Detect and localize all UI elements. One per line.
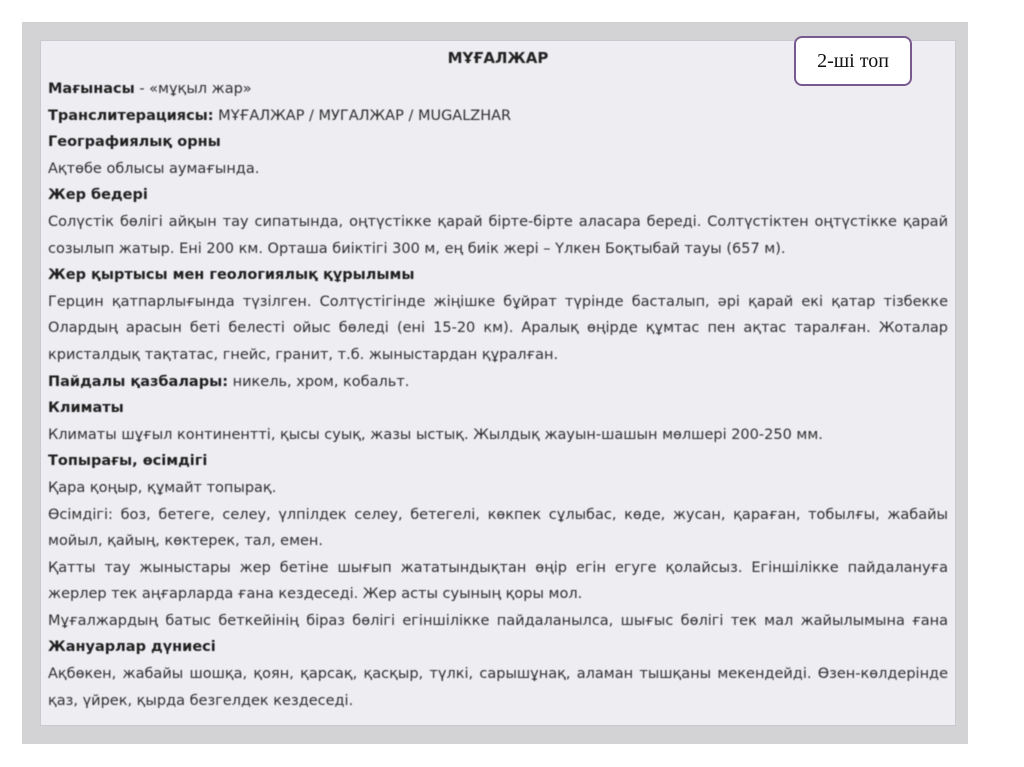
group-badge: 2-ші топ — [794, 36, 912, 86]
translit-row — [48, 103, 948, 130]
relief-heading: Жер бедері — [48, 187, 148, 204]
translit-value: МҰҒАЛЖАР / МУГАЛЖАР / MUGALZHAR — [213, 107, 512, 124]
geology-heading: Жер қыртысы мен геологиялық құрылымы — [48, 267, 415, 284]
geology-line: кристалдық тақтатас, гнейс, гранит, т.б. жыныстардан құралған. — [48, 346, 559, 363]
soil-line: Қатты тау жыныстары жер бетіне шығып жататындықтан өңір егін егуге қолайсыз. Егіншілікке пайдалануға — [48, 559, 948, 576]
geo-text: Ақтөбе облысы аумағында. — [48, 160, 260, 177]
document-title: МҰҒАЛЖАР — [447, 49, 549, 67]
document-body — [48, 40, 948, 714]
climate-text: Климаты шұғыл континентті, қысы суық, жазы ыстық. Жылдық жауын-шашын мөлшері 200-250 мм. — [48, 426, 823, 443]
geology-line: Герцин қатпарлығында түзілген. Солтүстігінде жіңішке бұйрат түрінде басталып, әрі қарай екі қатар тізбекке — [48, 293, 948, 310]
fauna-heading: Жануарлар дүниесі — [48, 639, 216, 656]
fauna-line: Ақбөкен, жабайы шошқа, қоян, қарсақ, қасқыр, түлкі, сарышұнақ, аламан тышқаны мекендейді. Өзен-көлдерінде — [48, 666, 948, 683]
fauna-line: қаз, үйрек, қырда безгелдек кездеседі. — [48, 692, 354, 709]
relief-line: Солүстік бөлігі айқын тау сипатында, оңтүстікке қарай бірте-бірте аласара береді. Солтүстіктен оңтүстікке қарай — [48, 213, 948, 230]
meaning-label: Мағынасы — [48, 81, 135, 97]
climate-heading: Климаты — [48, 400, 124, 417]
geology-line: Олардың арасын беті белесті ойыс бөледі (ені 15-20 км). Аралық өңірде құмтас пен ақтас таралған. Жоталар — [48, 320, 948, 337]
soil-line: жерлер тек аңғарларда ғана кездеседі. Жер асты суының қоры мол. — [48, 586, 583, 603]
minerals-row — [48, 369, 948, 396]
translit-label: Транслитерациясы: — [48, 107, 214, 124]
relief-line: созылып жатыр. Ені 200 км. Орташа биіктігі 300 м, ең биік жері – Үлкен Боқтыбай тауы (657 м). — [48, 240, 786, 257]
soil-line: Қара қоңыр, құмайт топырақ. — [48, 479, 277, 496]
geo-heading: Географиялық орны — [48, 134, 221, 151]
meaning-value: - «мұқыл жар» — [134, 81, 252, 97]
soil-heading: Топырағы, өсімдігі — [48, 453, 208, 470]
minerals-value: никель, хром, кобальт. — [228, 373, 410, 390]
minerals-label: Пайдалы қазбалары: — [48, 373, 229, 390]
soil-line: Өсімдігі: боз, бетеге, селеу, үлпілдек селеу, бетегелі, көкпек сұлыбас, көде, жусан, қараған, тобылғы, жабайы — [48, 506, 948, 523]
soil-line: мойыл, қайың, көктерек, тал, емен. — [48, 533, 324, 550]
soil-line: Мұғалжардың батыс беткейінің біраз бөлігі егіншілікке пайдаланылса, шығыс бөлігі тек мал жайылымына ғана — [48, 612, 948, 629]
